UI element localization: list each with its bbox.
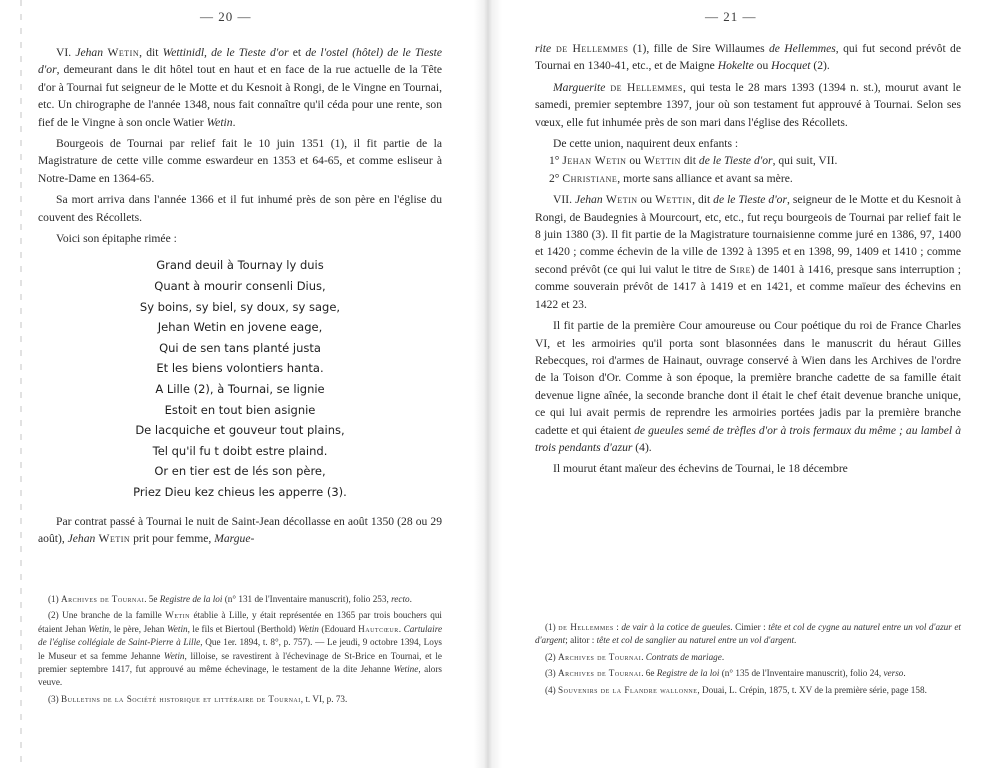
left-page <box>0 0 470 768</box>
paragraph-marguerite: Marguerite de Hellemmes, qui testa le 28 mars 1393 (1394 n. st.), mourut avant le samedi, premier septembre 1397, jour où son testament fut approuvé à Tournai. Selon ses vœux, elle fut inhumée près de son mari dans l'église des Récollets. <box>535 80 961 129</box>
poem-line: A Lille (2), à Tournai, se lignie <box>155 382 325 397</box>
list-item-child-1: 1° Jehan Wetin ou Wettin dit de le Tieste d'or, qui suit, VII. <box>549 154 838 168</box>
poem-line: Or en tier est de lés son père, <box>154 464 326 479</box>
footnote-2: (2) Une branche de la famille Wetin établie à Lille, y était représentée en 1365 par trois bouchers qui étaient Jehan Wetin, le père, Jehan Wetin, le fils et Biertoul (Berthold) Wetin (Edouard Hautcœur. Cartulaire de l'église collégiale de Saint-Pierre à Lille, Que 1er. 1894, t. 8°, p. 757). — Le jeudi, 9 octobre 1394, Loys le Museur et sa femme Jehanne Wetin, lilloise, se ravestirent à l'échevinage de St-Brice en Tournai, et le premier septembre 1417, fut approuvé au même échevinage, le testament de la dite Jehanne Wetine, alors veuve. <box>38 610 443 688</box>
poem-line: Sy boins, sy biel, sy doux, sy sage, <box>139 299 341 314</box>
paragraph-death: Sa mort arriva dans l'année 1366 et il fut inhumé près de son père en l'église du couvent des Récollets. <box>38 193 442 224</box>
paragraph-cour-amoureuse: Il fit partie de la première Cour amoureuse ou Cour poétique du roi de France Charles VI, et les armoiries qu'il porta sont blasonnées dans le manuscrit du héraut Gilles Rebecques, roi d'armes de Hainaut, ouvrage conservé à Wien dans les Archives de l'ordre de la Toison d'Or. Comme à son époque, la première branche cadette de sa famille était devenue ligne aînée, la seconde branche dont il était le chef était devenue branche unique, ce qui lui avait permis de reprendre les armoiries portées jadis par la première branche cadette et qui étaient de gueules semé de trèfles d'or à trois fermaux du même ; au lambel à trois pendants d'azur (4). <box>535 319 961 454</box>
paragraph-vii: VII. Jehan Wetin ou Wettin, dit de le Tieste d'or, seigneur de le Motte et du Kesnoit à Rongi, de Baudegnies à Mourcourt, etc, etc., fut reçu bourgeois de Tournai par relief fait le 8 juin 1380 (3). Il fit partie de la Magistrature tournaisienne comme juré en 1386, 97, 1400 et 1420 ; comme échevin de la ville de 1392 à 1395 et en 1398, 99, 1409 et 1410 ; comme second prévôt (ce qui lui valut le titre de Sire) de 1401 à 1416, presque sans interruption ; comme souverain prévôt de 1417 à 1419 et en 1421, et comme maïeur des échevins en 1422 et 23. <box>535 193 961 311</box>
footnote-1: (1) Archives de Tournai. 5e Registre de la loi (n° 131 de l'Inventaire manuscrit), folio 253, recto. <box>48 594 412 604</box>
poem-line: Tel qu'il fu t doibt estre plaind. <box>152 443 328 458</box>
poem-line: Grand deuil à Tournay ly duis <box>156 258 324 273</box>
paragraph-children-intro: De cette union, naquirent deux enfants : <box>553 137 739 151</box>
poem-line: Estoit en tout bien asignie <box>164 402 316 417</box>
footnote-1: (1) de Hellemmes : de vair à la cotice de gueules. Cimier : tête et col de cygne au naturel entre un vol d'azur et d'argent; alitor : tête et col de sanglier au naturel entre un vol d'argent. <box>535 622 961 646</box>
paragraph-continuation: rite de Hellemmes (1), fille de Sire Willaumes de Hellemmes, qui fut second prévôt de Tournai en 1340-41, etc., et de Maigne Hokelte ou Hocquet (2). <box>535 42 961 73</box>
scan-artifact <box>20 0 22 768</box>
footnotes <box>38 593 442 709</box>
poem-line: Quant à mourir consenli Dius, <box>154 279 326 294</box>
paragraph-bourgeois: Bourgeois de Tournai par relief fait le 10 juin 1351 (1), il fit partie de la Magistrature de cette ville comme eswardeur en 1353 et 64-65, et comme esliseur à Notre-Dame en 1364-65. <box>38 137 442 185</box>
paragraph-death: Il mourut étant maïeur des échevins de Tournai, le 18 décembre <box>553 462 848 476</box>
page-body <box>38 44 442 551</box>
paragraph-contract: Par contrat passé à Tournai le nuit de Saint-Jean décollasse en août 1350 (28 ou 29 août), Jehan Wetin prit pour femme, Margue- <box>38 514 442 545</box>
poem-line: De lacquiche et gouveur tout plains, <box>135 423 345 438</box>
footnote-4: (4) Souvenirs de la Flandre wallonne, Douai, L. Crépin, 1875, t. XV de la première série, page 158. <box>545 684 927 695</box>
page-number: — 20 — <box>200 9 252 24</box>
page-body <box>535 40 961 482</box>
right-page <box>505 0 998 768</box>
page-number: — 21 — <box>705 9 757 24</box>
paragraph-vi: VI. Jehan Wetin, dit Wettinidl, de le Tieste d'or et de l'ostel (hôtel) de le Tieste d'or, demeurant dans le dit hôtel tout en haut et en face de la rue actuelle de la Tête d'or à Tournai fut seigneur de le Motte et du Kesnoit à Rongi, de le Vingne en Tournai, etc. Un chirographe de l'année 1348, nous fait connaître qu'il céda pour une rente, son fief de le Vingne à son oncle Watier Wetin. <box>38 46 442 129</box>
epitaph-poem <box>38 255 442 502</box>
footnote-2: (2) Archives de Tournai. Contrats de mariage. <box>545 651 725 662</box>
footnote-3: (3) Archives de Tournai. 6e Registre de la loi (n° 135 de l'Inventaire manuscrit), folio 24, verso. <box>545 668 906 679</box>
paragraph-epitaph-intro: Voici son épitaphe rimée : <box>56 232 177 246</box>
footnotes <box>535 621 961 700</box>
poem-line: Jehan Wetin en jovene eage, <box>157 320 323 335</box>
book-gutter <box>474 0 502 768</box>
list-item-child-2: 2° Christiane, morte sans alliance et avant sa mère. <box>549 171 793 185</box>
poem-line: Priez Dieu kez chieus les apperre (3). <box>133 485 347 499</box>
poem-line: Qui de sen tans planté justa <box>159 340 321 355</box>
footnote-3: (3) Bulletins de la Société historique et littéraire de Tournai, t. VI, p. 73. <box>48 693 348 704</box>
poem-line: Et les biens volontiers hanta. <box>156 361 324 376</box>
